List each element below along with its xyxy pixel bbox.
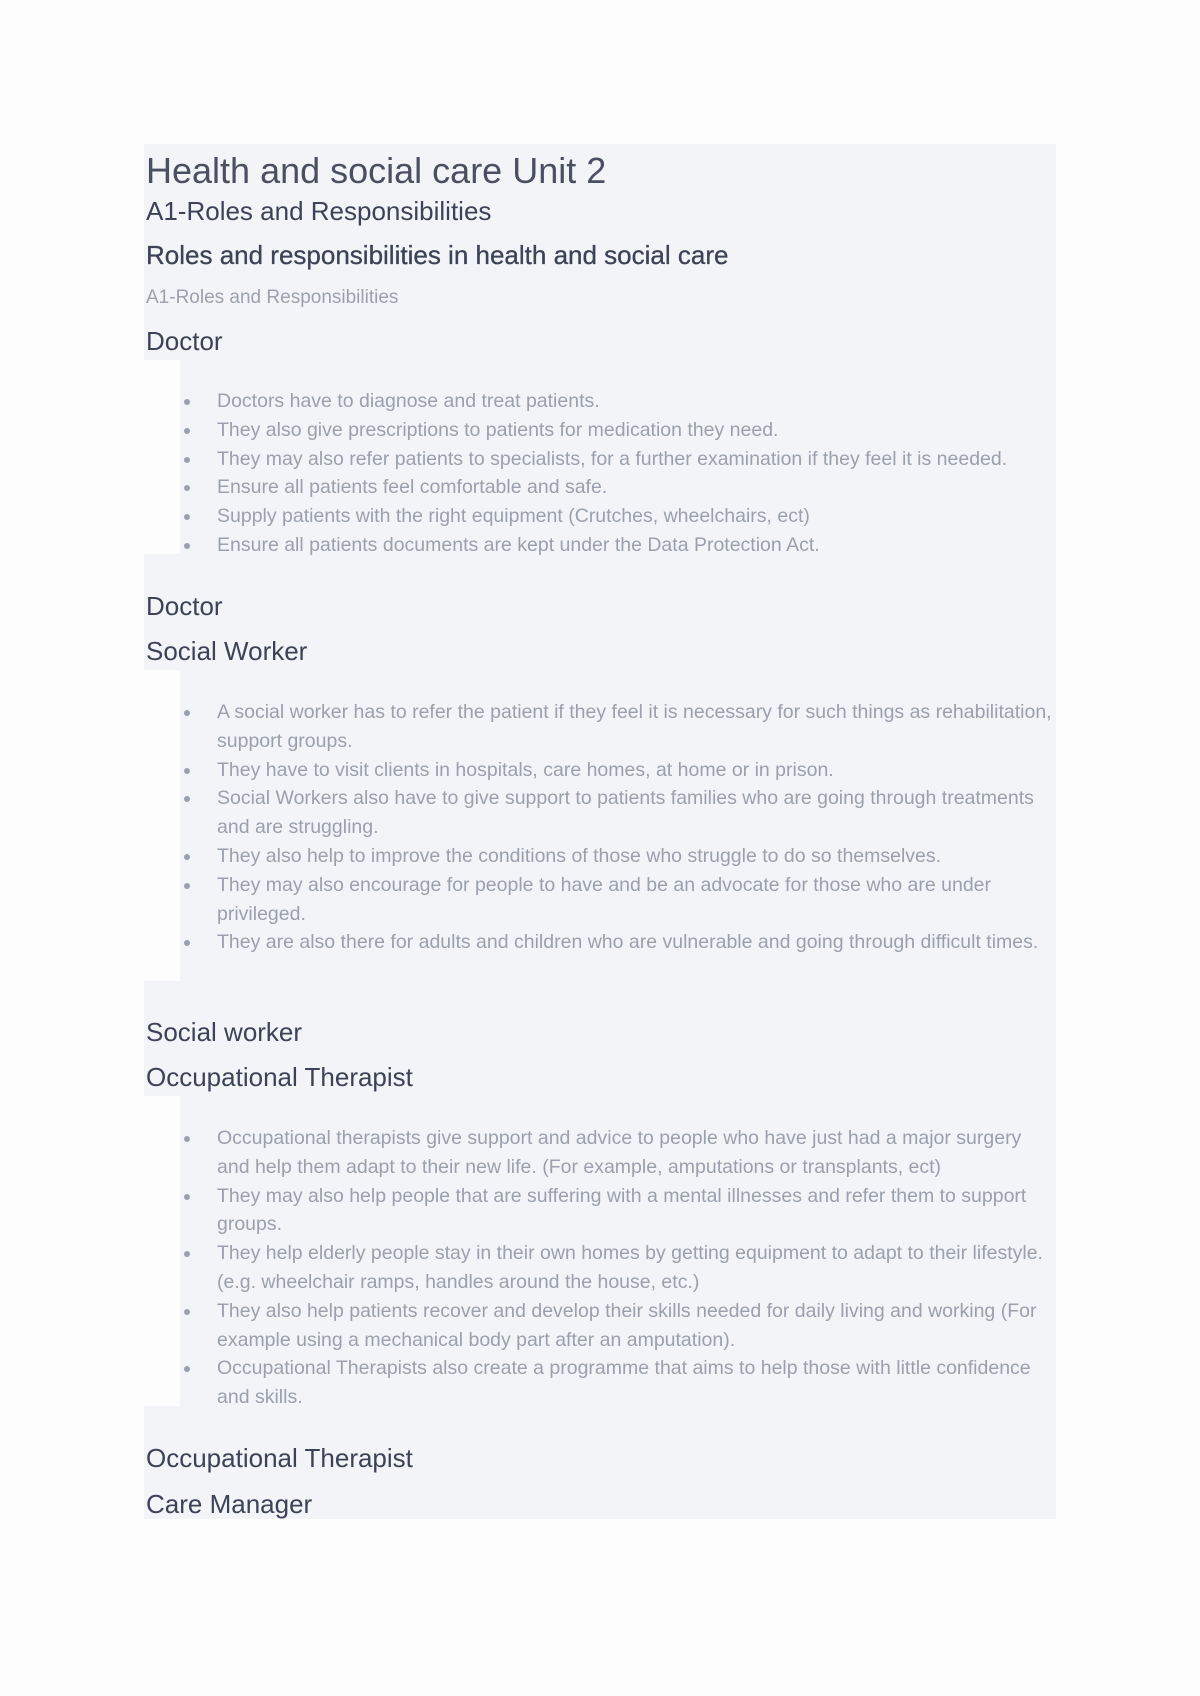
list-item: Ensure all patients feel comfortable and safe. bbox=[217, 473, 1059, 502]
section-heading: Roles and responsibilities in health and social care bbox=[146, 240, 729, 270]
list-item: They have to visit clients in hospitals, care homes, at home or in prison. bbox=[217, 756, 1059, 785]
image-caption-doctor: Doctor bbox=[146, 591, 223, 621]
list-item: They also help patients recover and develop their skills needed for daily living and working (For example using a mechanical body part after an amputation). bbox=[217, 1297, 1059, 1355]
role-heading-care-manager: Care Manager bbox=[146, 1489, 313, 1519]
page-title: Health and social care Unit 2 bbox=[146, 150, 607, 191]
list-gutter bbox=[144, 670, 180, 981]
list-item: They may also encourage for people to have and be an advocate for those who are under privileged. bbox=[217, 871, 1059, 929]
list-item: Doctors have to diagnose and treat patients. bbox=[217, 387, 1059, 416]
breadcrumb: A1-Roles and Responsibilities bbox=[146, 287, 399, 308]
list-item: They may also help people that are suffering with a mental illnesses and refer them to support groups. bbox=[217, 1182, 1059, 1240]
doctor-duties-list bbox=[217, 387, 1059, 560]
role-heading-social-worker: Social Worker bbox=[146, 636, 308, 666]
list-item: They also give prescriptions to patients for medication they need. bbox=[217, 416, 1059, 445]
list-item: Supply patients with the right equipment (Crutches, wheelchairs, ect) bbox=[217, 502, 1059, 531]
image-caption-social-worker: Social worker bbox=[146, 1017, 303, 1047]
list-item: Occupational therapists give support and advice to people who have just had a major surgery and help them adapt to their new life. (For example, amputations or transplants, ect) bbox=[217, 1124, 1059, 1182]
list-item: They also help to improve the conditions of those who struggle to do so themselves. bbox=[217, 842, 1059, 871]
list-item: They may also refer patients to specialists, for a further examination if they feel it is needed. bbox=[217, 445, 1059, 474]
list-gutter bbox=[144, 360, 180, 554]
role-heading-occupational-therapist: Occupational Therapist bbox=[146, 1062, 413, 1092]
list-item: Social Workers also have to give support to patients families who are going through treatments and are struggling. bbox=[217, 784, 1059, 842]
social-worker-duties-list bbox=[217, 698, 1059, 957]
list-item: A social worker has to refer the patient if they feel it is necessary for such things as rehabilitation, support groups. bbox=[217, 698, 1059, 756]
occupational-therapist-duties-list bbox=[217, 1124, 1059, 1412]
list-item: They help elderly people stay in their own homes by getting equipment to adapt to their lifestyle. (e.g. wheelchair ramps, handles around the house, etc.) bbox=[217, 1239, 1059, 1297]
unit-heading: A1-Roles and Responsibilities bbox=[146, 196, 492, 226]
list-item: Occupational Therapists also create a programme that aims to help those with little confidence and skills. bbox=[217, 1354, 1059, 1412]
list-item: They are also there for adults and children who are vulnerable and going through difficult times. bbox=[217, 928, 1059, 957]
list-item: Ensure all patients documents are kept under the Data Protection Act. bbox=[217, 531, 1059, 560]
image-caption-occupational-therapist: Occupational Therapist bbox=[146, 1443, 413, 1473]
list-gutter bbox=[144, 1096, 180, 1406]
role-heading-doctor: Doctor bbox=[146, 326, 223, 356]
